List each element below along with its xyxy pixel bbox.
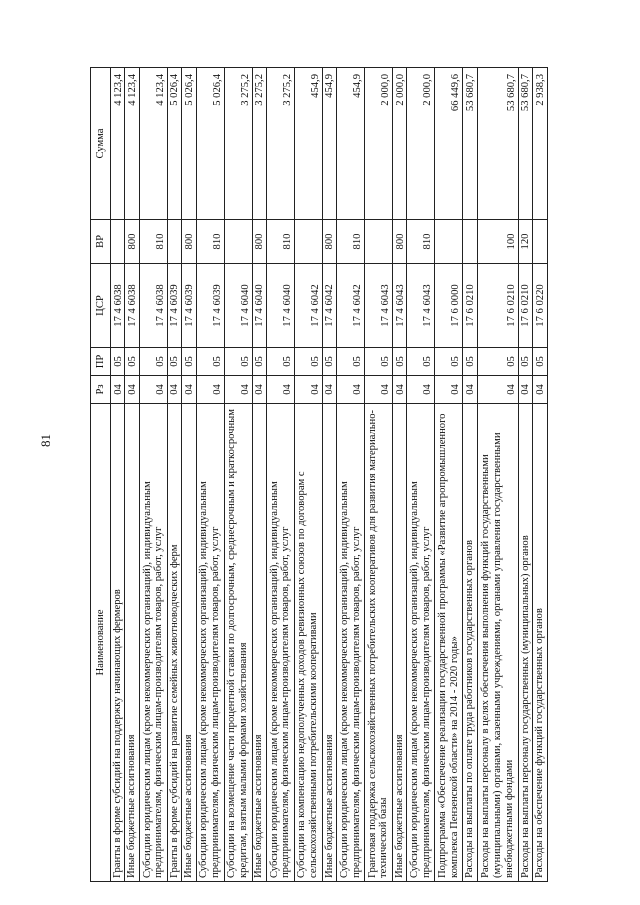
cell-csr: 17 4 6043 xyxy=(365,264,393,348)
header-sum: Сумма xyxy=(91,68,111,220)
cell-csr: 17 4 6038 xyxy=(125,264,139,348)
cell-sum: 53 680,7 xyxy=(477,68,518,220)
cell-rz: 04 xyxy=(294,376,322,404)
cell-vr: 810 xyxy=(267,220,295,264)
cell-sum: 4 123,4 xyxy=(125,68,139,220)
cell-csr: 17 4 6040 xyxy=(224,264,252,348)
cell-rz: 04 xyxy=(267,376,295,404)
cell-csr: 17 4 6043 xyxy=(407,264,435,348)
cell-rz: 04 xyxy=(533,376,548,404)
cell-csr: 17 4 6039 xyxy=(182,264,196,348)
cell-sum: 454,9 xyxy=(322,68,336,220)
cell-name: Расходы на выплаты персоналу в целях обеспечения выполнения функций государственными (муниципальными) органами, казенными учреждениями, органами управления государственными внебюджетными фондами xyxy=(477,404,518,882)
cell-csr: 17 6 0210 xyxy=(477,264,518,348)
cell-sum: 2 000,0 xyxy=(392,68,406,220)
cell-sum: 3 275,2 xyxy=(252,68,266,220)
cell-sum: 454,9 xyxy=(337,68,365,220)
cell-rz: 04 xyxy=(518,376,532,404)
cell-csr: 17 4 6040 xyxy=(252,264,266,348)
header-pr: ПР xyxy=(91,348,111,376)
cell-name: Иные бюджетные ассигнования xyxy=(322,404,336,882)
cell-pr: 05 xyxy=(322,348,336,376)
budget-table xyxy=(90,67,548,882)
table-row xyxy=(139,68,167,882)
table-body xyxy=(111,68,548,882)
cell-rz: 04 xyxy=(435,376,463,404)
cell-vr: 120 xyxy=(518,220,532,264)
cell-sum: 4 123,4 xyxy=(111,68,125,220)
cell-rz: 04 xyxy=(252,376,266,404)
cell-csr: 17 4 6038 xyxy=(111,264,125,348)
cell-pr: 05 xyxy=(477,348,518,376)
cell-pr: 05 xyxy=(182,348,196,376)
cell-pr: 05 xyxy=(125,348,139,376)
table-header-row xyxy=(91,68,111,882)
cell-pr: 05 xyxy=(407,348,435,376)
cell-vr xyxy=(435,220,463,264)
cell-pr: 05 xyxy=(224,348,252,376)
cell-rz: 04 xyxy=(407,376,435,404)
page-number: 81 xyxy=(38,434,53,447)
cell-vr: 100 xyxy=(477,220,518,264)
cell-sum: 3 275,2 xyxy=(224,68,252,220)
table-row xyxy=(533,68,548,882)
cell-sum: 5 026,4 xyxy=(167,68,181,220)
cell-pr: 05 xyxy=(392,348,406,376)
cell-pr: 05 xyxy=(196,348,224,376)
cell-name: Субсидии юридическим лицам (кроме некоммерческих организаций), индивидуальным предпринимателям, физическим лицам-производителям товаров, работ, услуг xyxy=(407,404,435,882)
cell-csr: 17 4 6039 xyxy=(196,264,224,348)
cell-name: Субсидии юридическим лицам (кроме некоммерческих организаций), индивидуальным предпринимателям, физическим лицам-производителям товаров, работ, услуг xyxy=(337,404,365,882)
cell-rz: 04 xyxy=(182,376,196,404)
cell-rz: 04 xyxy=(111,376,125,404)
cell-rz: 04 xyxy=(477,376,518,404)
cell-name: Субсидии юридическим лицам (кроме некоммерческих организаций), индивидуальным предпринимателям, физическим лицам-производителям товаров, работ, услуг xyxy=(267,404,295,882)
cell-csr: 17 6 0210 xyxy=(463,264,477,348)
cell-rz: 04 xyxy=(196,376,224,404)
cell-rz: 04 xyxy=(167,376,181,404)
cell-csr: 17 4 6040 xyxy=(267,264,295,348)
table-row xyxy=(111,68,125,882)
cell-sum: 2 000,0 xyxy=(365,68,393,220)
cell-rz: 04 xyxy=(365,376,393,404)
cell-vr: 810 xyxy=(337,220,365,264)
cell-pr: 05 xyxy=(365,348,393,376)
cell-name: Гранты в форме субсидий на поддержку начинающих фермеров xyxy=(111,404,125,882)
table-row xyxy=(463,68,477,882)
table-row xyxy=(294,68,322,882)
table-row xyxy=(392,68,406,882)
table-row xyxy=(267,68,295,882)
cell-sum: 53 680,7 xyxy=(463,68,477,220)
cell-pr: 05 xyxy=(463,348,477,376)
cell-pr: 05 xyxy=(518,348,532,376)
cell-sum: 454,9 xyxy=(294,68,322,220)
cell-rz: 04 xyxy=(463,376,477,404)
cell-csr: 17 6 0000 xyxy=(435,264,463,348)
cell-csr: 17 4 6039 xyxy=(167,264,181,348)
cell-rz: 04 xyxy=(337,376,365,404)
cell-name: Расходы на выплаты персоналу государственных (муниципальных) органов xyxy=(518,404,532,882)
cell-pr: 05 xyxy=(267,348,295,376)
cell-pr: 05 xyxy=(533,348,548,376)
table-row xyxy=(196,68,224,882)
cell-pr: 05 xyxy=(252,348,266,376)
table-row xyxy=(365,68,393,882)
cell-name: Грантовая поддержка сельскохозяйственных потребительских кооперативов для развития материально-технической базы xyxy=(365,404,393,882)
cell-pr: 05 xyxy=(111,348,125,376)
header-rz: Рз xyxy=(91,376,111,404)
header-csr: ЦСР xyxy=(91,264,111,348)
table-row xyxy=(407,68,435,882)
cell-name: Иные бюджетные ассигнования xyxy=(182,404,196,882)
cell-rz: 04 xyxy=(322,376,336,404)
cell-name: Субсидии на возмещение части процентной ставки по долгосрочным, среднесрочным и краткосрочным кредитам, взятым малыми формами хозяйствования xyxy=(224,404,252,882)
cell-sum: 66 449,6 xyxy=(435,68,463,220)
table-row xyxy=(435,68,463,882)
header-name: Наименование xyxy=(91,404,111,882)
cell-name: Субсидии на компенсацию недополученных доходов ревизионных союзов по договорам с сельскохозяйственными потребительскими кооперативами xyxy=(294,404,322,882)
cell-csr: 17 4 6043 xyxy=(392,264,406,348)
cell-csr: 17 4 6038 xyxy=(139,264,167,348)
cell-name: Расходы на обеспечение функций государственных органов xyxy=(533,404,548,882)
cell-csr: 17 6 0210 xyxy=(518,264,532,348)
cell-vr xyxy=(463,220,477,264)
cell-vr xyxy=(111,220,125,264)
cell-sum: 4 123,4 xyxy=(139,68,167,220)
cell-pr: 05 xyxy=(167,348,181,376)
cell-pr: 05 xyxy=(294,348,322,376)
cell-vr: 800 xyxy=(125,220,139,264)
cell-name: Субсидии юридическим лицам (кроме некоммерческих организаций), индивидуальным предпринимателям, физическим лицам-производителям товаров, работ, услуг xyxy=(196,404,224,882)
cell-csr: 17 4 6042 xyxy=(322,264,336,348)
cell-name: Иные бюджетные ассигнования xyxy=(252,404,266,882)
cell-sum: 2 000,0 xyxy=(407,68,435,220)
cell-rz: 04 xyxy=(139,376,167,404)
table-row xyxy=(518,68,532,882)
cell-csr: 17 4 6042 xyxy=(337,264,365,348)
table-row xyxy=(182,68,196,882)
cell-vr: 800 xyxy=(252,220,266,264)
table-row xyxy=(252,68,266,882)
rotated-table-container xyxy=(90,68,548,882)
cell-rz: 04 xyxy=(392,376,406,404)
cell-vr xyxy=(167,220,181,264)
cell-vr: 810 xyxy=(139,220,167,264)
cell-sum: 2 938,3 xyxy=(533,68,548,220)
cell-name: Гранты в форме субсидий на развитие семейных животноводческих ферм xyxy=(167,404,181,882)
table-row xyxy=(167,68,181,882)
cell-sum: 5 026,4 xyxy=(182,68,196,220)
cell-vr xyxy=(294,220,322,264)
table-row xyxy=(224,68,252,882)
cell-sum: 53 680,7 xyxy=(518,68,532,220)
cell-vr: 800 xyxy=(182,220,196,264)
cell-vr: 800 xyxy=(392,220,406,264)
table-row xyxy=(477,68,518,882)
table-row xyxy=(322,68,336,882)
cell-vr xyxy=(224,220,252,264)
cell-vr: 810 xyxy=(407,220,435,264)
cell-vr: 800 xyxy=(322,220,336,264)
cell-vr xyxy=(533,220,548,264)
header-vr: ВР xyxy=(91,220,111,264)
cell-pr: 05 xyxy=(337,348,365,376)
table-row xyxy=(125,68,139,882)
cell-csr: 17 4 6042 xyxy=(294,264,322,348)
cell-vr: 810 xyxy=(196,220,224,264)
cell-name: Иные бюджетные ассигнования xyxy=(125,404,139,882)
cell-sum: 3 275,2 xyxy=(267,68,295,220)
cell-name: Субсидии юридическим лицам (кроме некоммерческих организаций), индивидуальным предпринимателям, физическим лицам-производителям товаров, работ, услуг xyxy=(139,404,167,882)
cell-csr: 17 6 0220 xyxy=(533,264,548,348)
cell-sum: 5 026,4 xyxy=(196,68,224,220)
cell-rz: 04 xyxy=(125,376,139,404)
cell-name: Расходы на выплаты по оплате труда работников государственных органов xyxy=(463,404,477,882)
cell-rz: 04 xyxy=(224,376,252,404)
cell-pr: 05 xyxy=(435,348,463,376)
cell-name: Иные бюджетные ассигнования xyxy=(392,404,406,882)
cell-pr: 05 xyxy=(139,348,167,376)
table-row xyxy=(337,68,365,882)
cell-name: Подпрограмма «Обеспечение реализации государственной программы «Развитие агропромышленного комплекса Пензенской области» на 2014 - 2020 годы» xyxy=(435,404,463,882)
cell-vr xyxy=(365,220,393,264)
